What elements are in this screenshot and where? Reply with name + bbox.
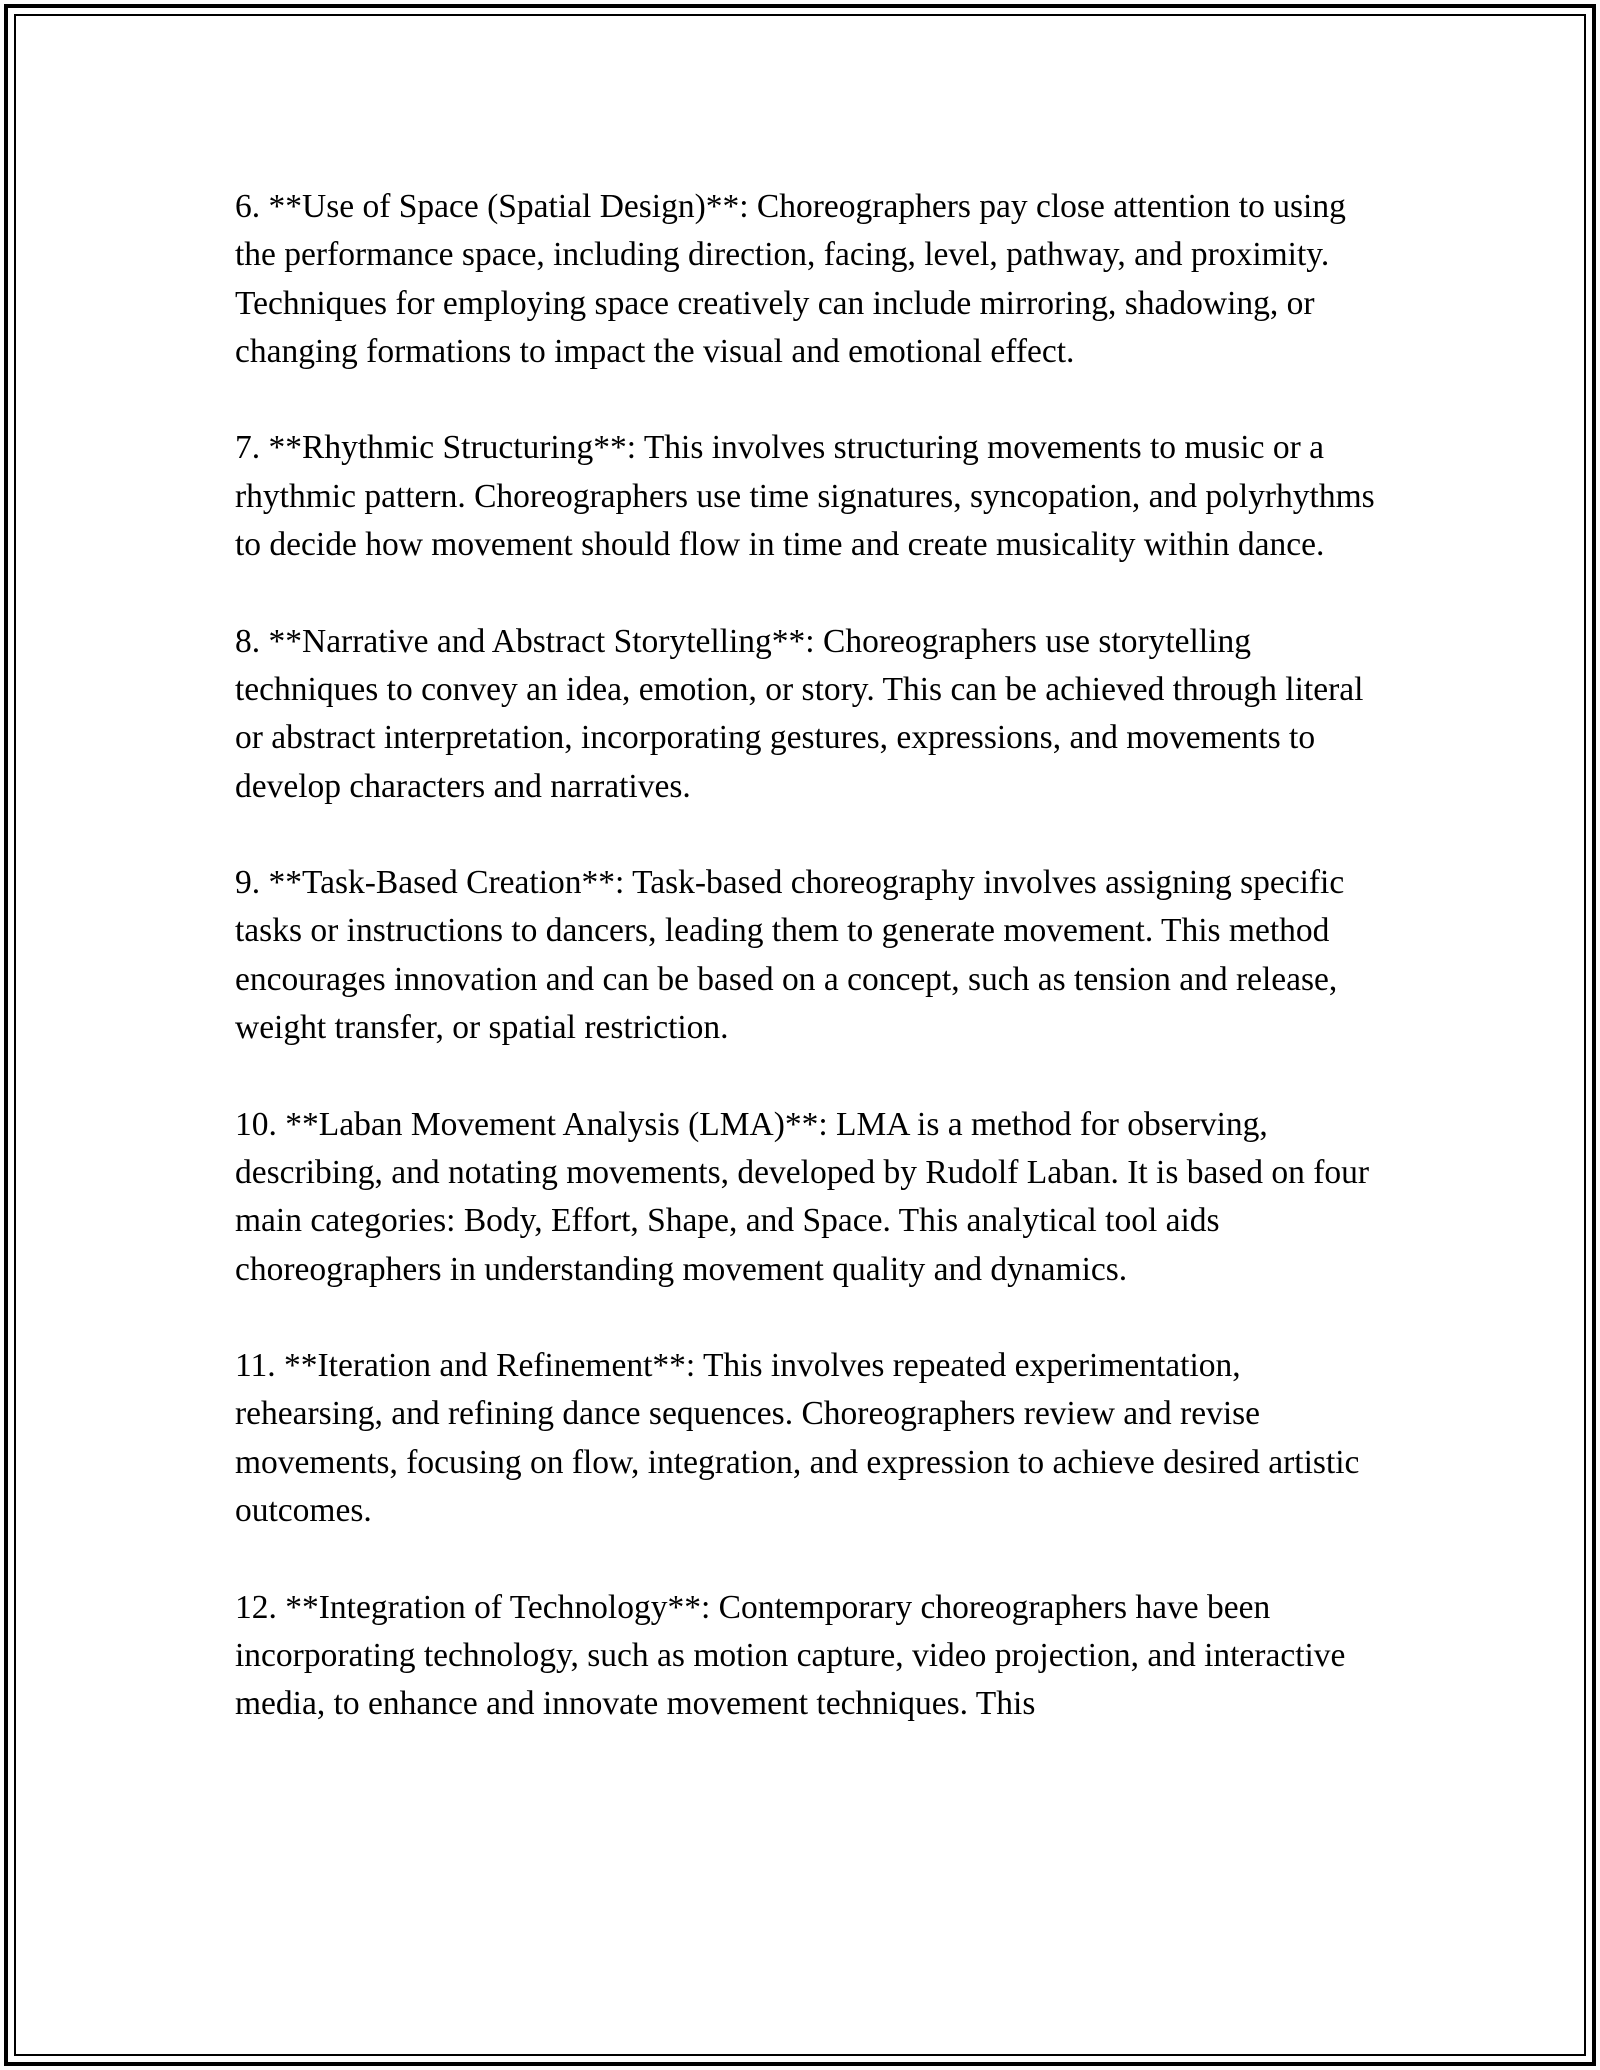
paragraph-use-of-space: 6. **Use of Space (Spatial Design)**: Choreographers pay close attention to using the performance space, including direction, facing, level, pathway, and proximity. Techniques for employing space creatively can include mirroring, shadowing, or changing formations to impact the visual and emotional effect. (235, 188, 1346, 370)
paragraph-laban-movement-analysis: 10. **Laban Movement Analysis (LMA)**: LMA is a method for observing, describing, and notating movements, developed by Rudolf Laban. It is based on four main categories: Body, Effort, Shape, and Space. This analytical tool aids choreographers in understanding movement quality and dynamics. (235, 1105, 1370, 1288)
paragraph-task-based-creation: 9. **Task-Based Creation**: Task-based choreography involves assigning specific tasks or instructions to dancers, leading them to generate movement. This method encourages innovation and can be based on a concept, such as tension and release, weight transfer, or spatial restriction. (235, 864, 1345, 1047)
paragraph-iteration-refinement: 11. **Iteration and Refinement**: This involves repeated experimentation, rehearsing, and refining dance sequences. Choreographers review and revise movements, focusing on flow, integration, and expression to achieve desired artistic outcomes. (235, 1347, 1360, 1530)
paragraph-narrative-storytelling: 8. **Narrative and Abstract Storytelling**: Choreographers use storytelling techniques to convey an idea, emotion, or story. This can be achieved through literal or abstract interpretation, incorporating gestures, expressions, and movements to develop characters and narratives. (235, 622, 1364, 805)
paragraph-integration-technology: 12. **Integration of Technology**: Contemporary choreographers have been incorporating technology, such as motion capture, video projection, and interactive media, to enhance and innovate movement techniques. This (235, 1588, 1346, 1723)
paragraph-rhythmic-structuring: 7. **Rhythmic Structuring**: This involves structuring movements to music or a rhythmic pattern. Choreographers use time signatures, syncopation, and polyrhythms to decide how movement should flow in time and create musicality within dance. (235, 429, 1375, 564)
document-body (235, 183, 1395, 1777)
